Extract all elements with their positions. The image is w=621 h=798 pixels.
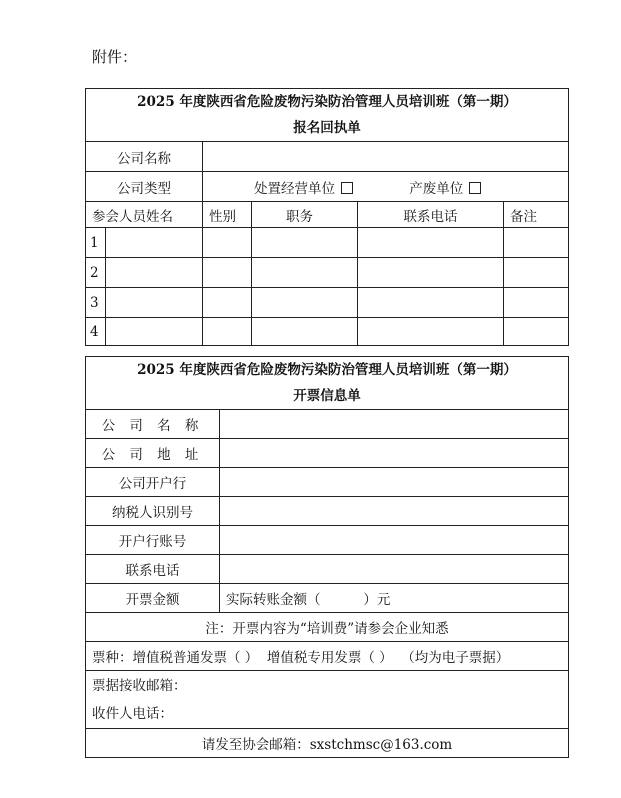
checkbox-disposal[interactable]: [341, 182, 353, 194]
registration-title: 2025 年度陕西省危险废物污染防治管理人员培训班（第一期）: [137, 94, 517, 110]
invoice-phone-label: 联系电话: [86, 555, 220, 584]
company-type-options: [203, 172, 569, 202]
type-option-producer-label: 产废单位: [409, 180, 464, 197]
col-header-remark: 备注: [504, 202, 569, 228]
invoice-amount-value[interactable]: 实际转账金额（ ）元: [220, 584, 569, 613]
col-header-name: 参会人员姓名: [86, 202, 203, 228]
invoice-title-cell: [86, 357, 569, 410]
attendee-name-cell[interactable]: [106, 258, 203, 288]
invoice-account-field[interactable]: [220, 526, 569, 555]
phone-cell[interactable]: [358, 258, 504, 288]
invoice-bank-label: 公司开户行: [86, 468, 220, 497]
invoice-receiver-cell: [86, 671, 569, 729]
attachment-label: 附件：: [92, 48, 138, 66]
col-header-position: 职务: [252, 202, 358, 228]
position-cell[interactable]: [252, 318, 358, 346]
type-option-disposal-label: 处置经营单位: [254, 180, 335, 197]
registration-title-cell: [86, 89, 569, 142]
checkbox-producer[interactable]: [469, 182, 481, 194]
attendee-name-cell[interactable]: [106, 318, 203, 346]
invoice-taxpayer-id-label: 纳税人识别号: [86, 497, 220, 526]
type-option-producer[interactable]: [409, 177, 481, 197]
company-name-label: 公司名称: [86, 142, 203, 172]
position-cell[interactable]: [252, 288, 358, 318]
invoice-subtitle: 开票信息单: [293, 388, 361, 404]
invoice-note: 注：开票内容为“培训费”请参会企业知悉: [86, 613, 569, 642]
company-name-field[interactable]: [203, 142, 569, 172]
remark-cell[interactable]: [504, 288, 569, 318]
invoice-recipient-phone-label[interactable]: 收件人电话：: [92, 705, 173, 722]
invoice-company-name-field[interactable]: [220, 410, 569, 439]
invoice-title: 2025 年度陕西省危险废物污染防治管理人员培训班（第一期）: [137, 362, 517, 378]
phone-cell[interactable]: [358, 318, 504, 346]
attendee-name-cell[interactable]: [106, 288, 203, 318]
invoice-type-line[interactable]: 票种：增值税普通发票（ ） 增值税专用发票（ ） （均为电子票据）: [86, 642, 569, 671]
invoice-taxpayer-id-field[interactable]: [220, 497, 569, 526]
invoice-account-label: 开户行账号: [86, 526, 220, 555]
registration-subtitle: 报名回执单: [293, 120, 361, 136]
registration-form-table: [85, 88, 569, 346]
gender-cell[interactable]: [203, 288, 252, 318]
position-cell[interactable]: [252, 258, 358, 288]
row-number: 1: [86, 228, 106, 258]
invoice-company-address-field[interactable]: [220, 439, 569, 468]
attendee-name-cell[interactable]: [106, 228, 203, 258]
phone-cell[interactable]: [358, 228, 504, 258]
invoice-form-table: [85, 356, 569, 758]
invoice-email-label[interactable]: 票据接收邮箱：: [92, 677, 187, 694]
gender-cell[interactable]: [203, 258, 252, 288]
invoice-company-address-label: 公 司 地 址: [86, 439, 220, 468]
row-number: 3: [86, 288, 106, 318]
invoice-bank-field[interactable]: [220, 468, 569, 497]
col-header-gender: 性别: [203, 202, 252, 228]
gender-cell[interactable]: [203, 228, 252, 258]
type-option-disposal[interactable]: [203, 177, 353, 197]
table-row: [86, 258, 569, 288]
send-to-email: 请发至协会邮箱：sxstchmsc@163.com: [86, 729, 569, 758]
phone-cell[interactable]: [358, 288, 504, 318]
position-cell[interactable]: [252, 228, 358, 258]
company-type-label: 公司类型: [86, 172, 203, 202]
table-row: [86, 228, 569, 258]
remark-cell[interactable]: [504, 258, 569, 288]
table-row: [86, 288, 569, 318]
invoice-phone-field[interactable]: [220, 555, 569, 584]
row-number: 2: [86, 258, 106, 288]
remark-cell[interactable]: [504, 228, 569, 258]
gender-cell[interactable]: [203, 318, 252, 346]
row-number: 4: [86, 318, 106, 346]
invoice-company-name-label: 公 司 名 称: [86, 410, 220, 439]
col-header-phone: 联系电话: [358, 202, 504, 228]
table-row: [86, 318, 569, 346]
invoice-amount-label: 开票金额: [86, 584, 220, 613]
remark-cell[interactable]: [504, 318, 569, 346]
